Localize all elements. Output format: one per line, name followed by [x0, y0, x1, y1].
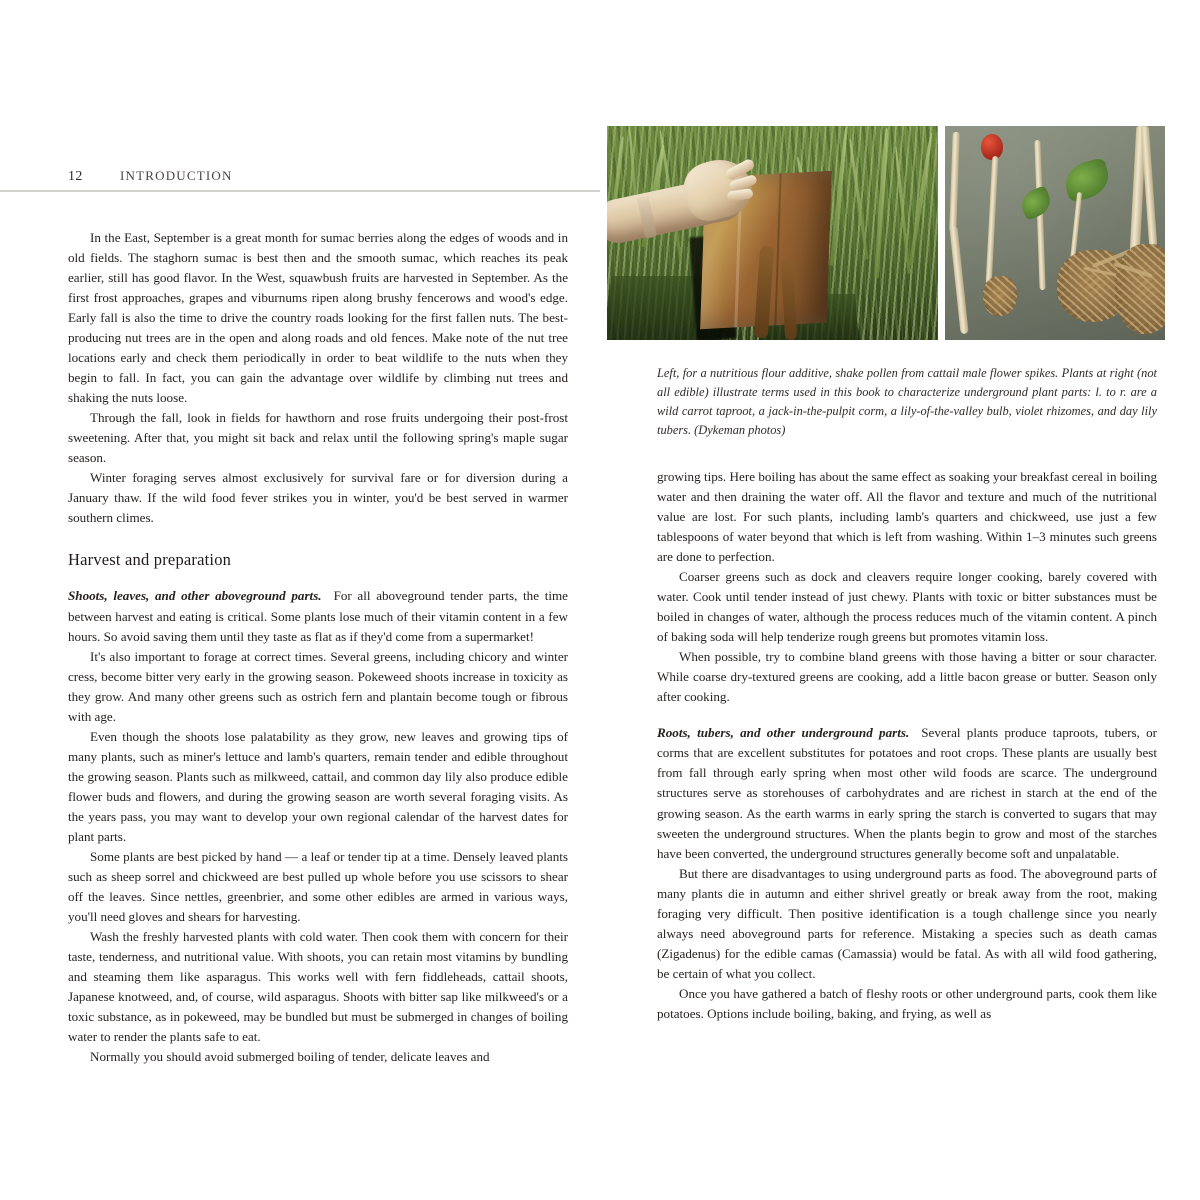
running-head-title: INTRODUCTION — [120, 168, 233, 183]
paragraph: Normally you should avoid submerged boiling of tender, delicate leaves and — [90, 1049, 490, 1065]
corm — [983, 276, 1017, 316]
paragraph: Some plants are best picked by hand — a leaf or tender tip at a time. Densely leaved plants such as sheep sorrel and chickweed are best pulled up whole before you use scissors to shear off the leaves. Since nettles, greenbrier, and some other edibles are armed in various ways, you'll need gloves and shears for harvesting. — [68, 848, 568, 924]
paragraph: When possible, try to combine bland greens with those having a bitter or sour character. While coarse dry-textured greens are cooking, add a little bacon grease or butter. Season only after cooking. — [657, 649, 1157, 705]
paragraph-text: For all aboveground tender parts, the time between harvest and eating is critical. Some plants lose much of their vitamin content in a few hours. So avoid saving them until they taste as flat as if they'd come from a supermarket! — [68, 588, 568, 644]
paragraph: Once you have gathered a batch of fleshy roots or other underground parts, cook them like potatoes. Options include boiling, baking, and frying, as well as — [657, 985, 1157, 1021]
run-in-heading: Roots, tubers, and other underground parts. — [657, 725, 910, 741]
paragraph: It's also important to forage at correct times. Several greens, including chicory and winter cress, become bitter very early in the growing season. Pokeweed shoots increase in toxicity as they grow. And many other greens such as ostrich fern and plantain become tough or fibrous with age. — [68, 648, 568, 724]
photo-underground-parts — [945, 126, 1165, 340]
figure-photos — [607, 126, 1165, 340]
tubers — [1115, 244, 1165, 334]
paragraph: Through the fall, look in fields for hawthorn and rose fruits undergoing their post-frost sweetening. After that, you might sit back and relax until the following spring's maple sugar season. — [68, 410, 568, 466]
run-in-heading: Shoots, leaves, and other aboveground parts. — [68, 588, 322, 604]
section-heading: Harvest and preparation — [68, 550, 232, 570]
paragraph: Even though the shoots lose palatability as they grow, new leaves and growing tips of many plants, such as miner's lettuce and lamb's quarters, remain tender and edible throughout the growing season. Plants such as milkweed, cattail, and common day lily also produce edible flower buds and flowers, and during the growing season are worth several foraging visits. As the years pass, you may want to develop your own regional calendar of the harvest dates for plant parts. — [68, 728, 568, 844]
paragraph: Wash the freshly harvested plants with cold water. Then cook them with concern for their taste, tenderness, and nutritional value. With shoots, you can retain most vitamins by bundling and steaming them like asparagus. This works well with fern fiddleheads, cattail shoots, Japanese knotweed, and, of course, wild asparagus. Shoots with bitter sap like milkweed's or a toxic substance, as in pokeweed, may be bundled but must be submerged in changes of boiling water to render the plants safe to eat. — [68, 929, 568, 1045]
photo-cattail-pollen — [607, 126, 938, 340]
paragraph-text: Several plants produce taproots, tubers, or corms that are excellent substitutes for potatoes and root crops. These plants are usually best from fall through early spring when most other wild foods are scarce. The underground structures serve as storehouses of carbohydrates and are richest in starch at the end of the growing season. As the earth warms in early spring the starch is converted to sugars that may sweeten the underground structures. When the plants begin to grow and most of the starches have been converted, the underground structures generally become soft and unpalatable. — [657, 725, 1157, 861]
figure-caption: Left, for a nutritious flour additive, shake pollen from cattail male flower spikes. Plants at right (not all edible) illustrate terms used in this book to characterize underground plant parts: l. to r. are a wild carrot taproot, a jack-in-the-pulpit corm, a lily-of-the-valley bulb, violet rhizomes, and day lily tubers. (Dykeman photos) — [657, 366, 1157, 437]
run-in-paragraph — [68, 586, 568, 646]
paragraph: Coarser greens such as dock and cleavers require longer cooking, barely covered with water. Cook until tender instead of just chewy. Plants with toxic or bitter substances must be boiled in changes of water, although the process reduces much of the vitamin content. A pinch of baking soda will help tenderize rough greens but promotes vitamin loss. — [657, 569, 1157, 645]
page-folio: 12 — [68, 169, 83, 184]
paragraph: growing tips. Here boiling has about the same effect as soaking your breakfast cereal in boiling water and then draining the water off. All the flavor and texture and much of the nutritional value are lost. For such plants, including lamb's quarters and chickweed, use just a few tablespoons of water beyond that which is left from washing. Within 1–3 minutes such greens are done to perfection. — [657, 469, 1157, 565]
paragraph: Winter foraging serves almost exclusively for survival fare or for diversion during a January thaw. If the wild food fever strikes you in winter, you'd be best served in warmer southern climes. — [68, 470, 568, 526]
recto-text-column — [657, 467, 1157, 1024]
paragraph: But there are disadvantages to using underground parts as food. The aboveground parts of many plants die in autumn and either shrivel greatly or break away from the root, making foraging very difficult. Then positive identification is a tough challenge since you nearly always need aboveground parts for reference. Mistaking a species such as death camas (Zigadenus) for the edible camas (Camassia) would be fatal. As with all wild food gathering, be certain of what you collect. — [657, 865, 1157, 981]
run-in-paragraph — [657, 723, 1157, 863]
verso-text-column — [68, 228, 568, 1067]
paragraph: In the East, September is a great month for sumac berries along the edges of woods and in old fields. The staghorn sumac is best then and the smooth sumac, which reaches its peak earlier, still has good flavor. In the West, squawbush fruits are harvested in September. As the first frost approaches, grapes and viburnums ripen along brushy fencerows and wood's edge. Early fall is also the time to drive the country roads looking for the first fallen nuts. The best-producing nut trees are in the open and along roads and old fences. Make note of the nut tree locations early and check them periodically in order to beat wildlife to the nuts when they begin to fall. In fact, you can gain the advantage over wildlife by climbing nut trees and shaking the nuts loose. — [68, 230, 568, 406]
header-rule — [0, 190, 600, 192]
running-head — [68, 168, 568, 185]
recto-page — [600, 0, 1200, 1200]
